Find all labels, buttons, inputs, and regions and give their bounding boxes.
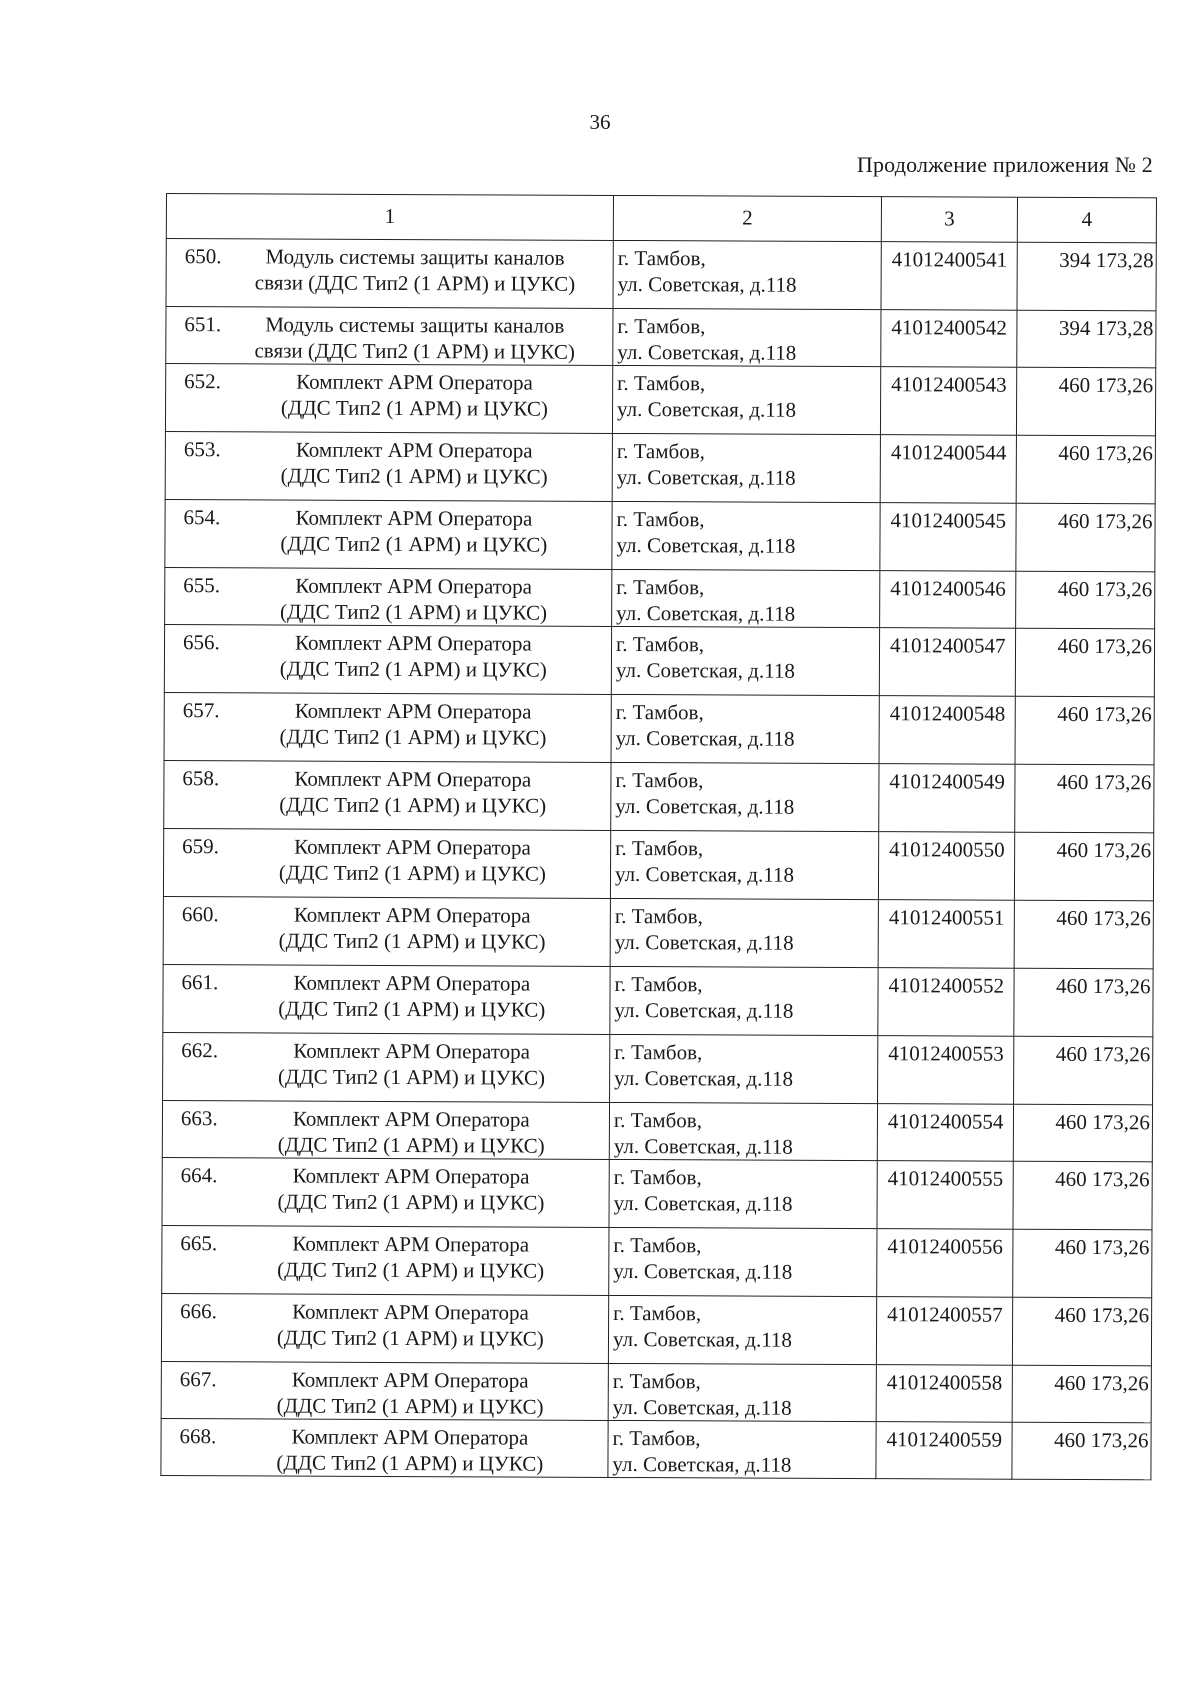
column-header-1: 1 <box>166 194 613 241</box>
item-cost: 460 173,26 <box>1014 968 1153 1037</box>
table-row <box>162 1157 1152 1229</box>
item-number: 662. <box>181 1038 219 1063</box>
inventory-number: 41012400543 <box>880 367 1016 436</box>
item-name: Комплект АРМ Оператора (ДДС Тип2 (1 АРМ) и ЦУКС) <box>277 1038 546 1090</box>
table-row <box>166 307 1156 368</box>
inventory-number: 41012400559 <box>876 1422 1012 1480</box>
table-row <box>164 760 1154 832</box>
item-address: г. Тамбов, ул. Советская, д.118 <box>609 1227 877 1296</box>
item <box>167 1037 605 1091</box>
item-cell <box>164 692 611 762</box>
inventory-number: 41012400557 <box>876 1297 1012 1366</box>
item-cell <box>161 1418 608 1477</box>
item-cost: 460 173,26 <box>1015 696 1154 765</box>
item-address: г. Тамбов, ул. Советская, д.118 <box>611 762 879 831</box>
item-cell <box>165 567 612 626</box>
item-number: 653. <box>183 437 221 462</box>
item-cell <box>165 364 612 434</box>
inventory-number: 41012400547 <box>879 628 1015 697</box>
item-cost: 460 173,26 <box>1016 571 1155 629</box>
item <box>168 833 606 887</box>
item-cost: 460 173,26 <box>1013 1104 1152 1162</box>
item-name: Комплект АРМ Оператора (ДДС Тип2 (1 АРМ) и ЦУКС) <box>278 970 546 1022</box>
item-cell <box>166 307 613 366</box>
inventory-number: 41012400556 <box>877 1229 1013 1298</box>
item-cost: 460 173,26 <box>1016 503 1155 572</box>
item <box>168 901 606 955</box>
item-name: Комплект АРМ Оператора (ДДС Тип2 (1 АРМ) и ЦУКС) <box>276 1424 544 1476</box>
item-number: 660. <box>181 902 219 927</box>
item-number: 667. <box>179 1367 217 1392</box>
item-address: г. Тамбов, ул. Советская, д.118 <box>610 966 878 1035</box>
inventory-number: 41012400558 <box>876 1365 1012 1423</box>
header-row <box>166 194 1156 243</box>
item <box>166 1230 604 1284</box>
inventory-number: 41012400549 <box>879 764 1015 833</box>
item-address: г. Тамбов, ул. Советская, д.118 <box>610 898 878 967</box>
item <box>166 1366 604 1420</box>
item-number: 661. <box>181 970 219 995</box>
table-row <box>164 624 1154 696</box>
item-cost: 460 173,26 <box>1015 628 1154 697</box>
item <box>165 1423 603 1477</box>
item-number: 663. <box>180 1106 218 1131</box>
item-number: 655. <box>183 573 221 598</box>
column-header-2: 2 <box>613 195 881 241</box>
inventory-number: 41012400553 <box>878 1036 1014 1105</box>
item-name: Комплект АРМ Оператора (ДДС Тип2 (1 АРМ) и ЦУКС) <box>277 1106 545 1158</box>
item <box>167 1162 605 1216</box>
item-number: 659. <box>182 834 219 859</box>
item-address: г. Тамбов, ул. Советская, д.118 <box>608 1420 876 1478</box>
inventory-number: 41012400546 <box>880 571 1016 629</box>
item-cost: 394 173,28 <box>1017 242 1156 311</box>
item-address: г. Тамбов, ул. Советская, д.118 <box>611 694 879 763</box>
table-row <box>165 567 1155 628</box>
item-cell <box>163 1032 610 1102</box>
table-row <box>161 1418 1151 1479</box>
item-address: г. Тамбов, ул. Советская, д.118 <box>612 433 880 502</box>
table-row <box>165 364 1155 436</box>
table-row <box>162 1100 1152 1161</box>
continuation-heading: Продолжение приложения № 2 <box>856 152 1153 177</box>
item-cost: 460 173,26 <box>1012 1422 1151 1480</box>
item-name: Комплект АРМ Оператора (ДДС Тип2 (1 АРМ) и ЦУКС) <box>276 1299 544 1351</box>
item-cost: 460 173,26 <box>1014 900 1153 969</box>
item-number: 657. <box>182 698 220 723</box>
item <box>169 504 607 558</box>
item-number: 652. <box>184 369 221 394</box>
table-row <box>166 239 1156 311</box>
item <box>167 1105 605 1159</box>
item-name: Комплект АРМ Оператора (ДДС Тип2 (1 АРМ) и ЦУКС) <box>279 766 547 818</box>
inventory-number: 41012400541 <box>881 242 1017 311</box>
item-number: 665. <box>180 1231 218 1256</box>
item-cell <box>163 964 610 1034</box>
item <box>170 368 608 422</box>
table-row <box>163 828 1153 900</box>
item-address: г. Тамбов, ул. Советская, д.118 <box>612 501 880 570</box>
property-table <box>160 193 1157 1480</box>
item <box>170 311 608 365</box>
item <box>168 765 606 819</box>
item-name: Комплект АРМ Оператора (ДДС Тип2 (1 АРМ) и ЦУКС) <box>278 834 546 886</box>
item-address: г. Тамбов, ул. Советская, д.118 <box>613 308 881 366</box>
item-number: 656. <box>182 630 220 655</box>
item <box>170 436 608 490</box>
item-cell <box>162 1225 609 1295</box>
item-cost: 460 173,26 <box>1012 1297 1151 1366</box>
inventory-number: 41012400555 <box>877 1161 1013 1230</box>
item-cell <box>165 431 612 501</box>
table-row <box>161 1293 1151 1365</box>
item-address: г. Тамбов, ул. Советская, д.118 <box>610 1034 878 1103</box>
item-cost: 460 173,26 <box>1014 832 1153 901</box>
table-row <box>164 692 1154 764</box>
item-cost: 394 173,28 <box>1017 310 1156 368</box>
item-address: г. Тамбов, ул. Советская, д.118 <box>609 1159 877 1228</box>
item-cell <box>163 896 610 966</box>
item-cost: 460 173,26 <box>1016 367 1155 436</box>
item-address: г. Тамбов, ул. Советская, д.118 <box>608 1363 876 1421</box>
table-row <box>163 964 1153 1036</box>
table-row <box>165 431 1155 503</box>
inventory-number: 41012400545 <box>880 503 1016 572</box>
item-name: Комплект АРМ Оператора (ДДС Тип2 (1 АРМ) и ЦУКС) <box>279 698 547 750</box>
item <box>166 1298 604 1352</box>
table-body <box>161 239 1156 1480</box>
item-number: 664. <box>180 1163 218 1188</box>
item-cell <box>164 624 611 694</box>
column-header-4: 4 <box>1017 197 1156 243</box>
item-cell <box>165 499 612 569</box>
item-address: г. Тамбов, ул. Советская, д.118 <box>609 1102 877 1160</box>
item <box>169 572 607 626</box>
item-number: 658. <box>182 766 220 791</box>
inventory-number: 41012400542 <box>881 310 1017 368</box>
item-name: Комплект АРМ Оператора (ДДС Тип2 (1 АРМ) и ЦУКС) <box>279 630 547 682</box>
item-name: Комплект АРМ Оператора (ДДС Тип2 (1 АРМ) и ЦУКС) <box>276 1367 544 1419</box>
inventory-number: 41012400554 <box>877 1104 1013 1162</box>
item-name: Модуль системы защиты каналов связи (ДДС Тип2 (1 АРМ) и ЦУКС) <box>254 244 576 296</box>
item-cost: 460 173,26 <box>1016 435 1155 504</box>
item-address: г. Тамбов, ул. Советская, д.118 <box>611 626 879 695</box>
item-name: Комплект АРМ Оператора (ДДС Тип2 (1 АРМ) и ЦУКС) <box>280 369 548 421</box>
item-number: 650. <box>184 244 222 269</box>
table-row <box>163 1032 1153 1104</box>
item-cell <box>161 1361 608 1420</box>
table-row <box>165 499 1155 571</box>
item <box>167 969 605 1023</box>
item <box>169 629 607 683</box>
table-row <box>161 1361 1151 1422</box>
item <box>171 243 609 297</box>
item-name: Комплект АРМ Оператора (ДДС Тип2 (1 АРМ) и ЦУКС) <box>280 573 548 625</box>
item-cost: 460 173,26 <box>1012 1365 1151 1423</box>
inventory-number: 41012400544 <box>880 435 1016 504</box>
item-number: 666. <box>180 1299 217 1324</box>
column-header-3: 3 <box>881 197 1017 243</box>
inventory-number: 41012400548 <box>879 696 1015 765</box>
item-cost: 460 173,26 <box>1015 764 1154 833</box>
item-name: Комплект АРМ Оператора (ДДС Тип2 (1 АРМ) и ЦУКС) <box>277 1231 545 1283</box>
inventory-number: 41012400550 <box>878 832 1014 901</box>
item-number: 654. <box>183 505 221 530</box>
table-row <box>163 896 1153 968</box>
item-cell <box>164 760 611 830</box>
item <box>169 697 607 751</box>
inventory-number: 41012400551 <box>878 900 1014 969</box>
item-name: Комплект АРМ Оператора (ДДС Тип2 (1 АРМ) и ЦУКС) <box>277 1163 545 1215</box>
item-cell <box>161 1293 608 1363</box>
item-cell <box>162 1157 609 1227</box>
item-cost: 460 173,26 <box>1013 1229 1152 1298</box>
item-name: Комплект АРМ Оператора (ДДС Тип2 (1 АРМ) и ЦУКС) <box>280 505 548 557</box>
item-number: 651. <box>184 312 222 337</box>
item-cell <box>162 1100 609 1159</box>
item-address: г. Тамбов, ул. Советская, д.118 <box>610 830 878 899</box>
item-address: г. Тамбов, ул. Советская, д.118 <box>608 1295 876 1364</box>
item-cell <box>163 828 610 898</box>
item-name: Модуль системы защиты каналов связи (ДДС Тип2 (1 АРМ) и ЦУКС) <box>254 312 575 364</box>
item-number: 668. <box>179 1424 217 1449</box>
item-cost: 460 173,26 <box>1014 1036 1153 1105</box>
item-name: Комплект АРМ Оператора (ДДС Тип2 (1 АРМ) и ЦУКС) <box>278 902 546 954</box>
item-address: г. Тамбов, ул. Советская, д.118 <box>612 569 880 627</box>
item-address: г. Тамбов, ул. Советская, д.118 <box>612 365 880 434</box>
inventory-number: 41012400552 <box>878 968 1014 1037</box>
item-cell <box>166 239 613 309</box>
table-row <box>162 1225 1152 1297</box>
page-number: 36 <box>589 110 611 134</box>
item-cost: 460 173,26 <box>1013 1161 1152 1230</box>
item-address: г. Тамбов, ул. Советская, д.118 <box>613 240 881 309</box>
item-name: Комплект АРМ Оператора (ДДС Тип2 (1 АРМ) и ЦУКС) <box>280 437 548 489</box>
